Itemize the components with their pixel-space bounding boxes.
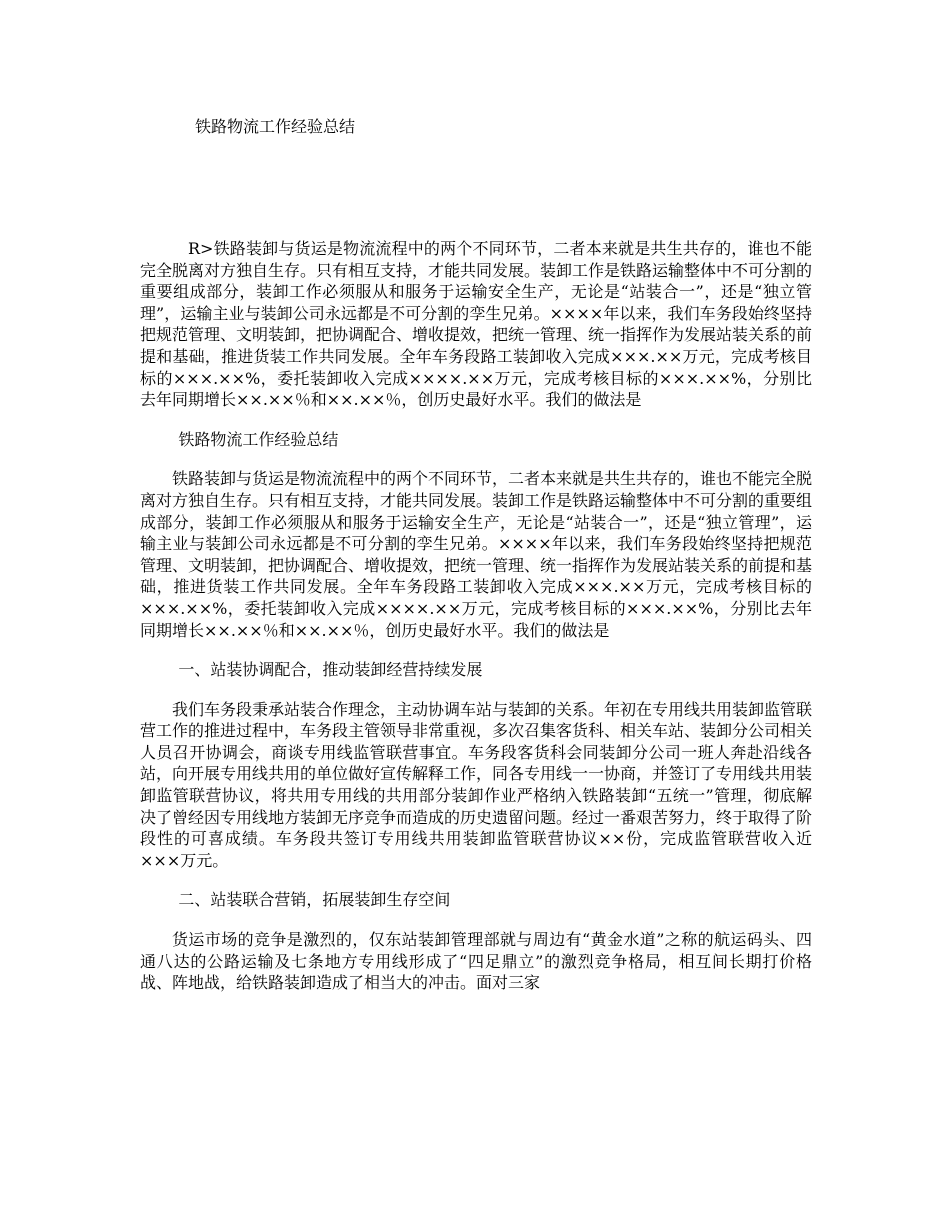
section-1-paragraph: 我们车务段秉承站装合作理念，主动协调车站与装卸的关系。年初在专用线共用装卸监管联营工作的推进过程中，车务段主管领导非常重视，多次召集客货科、相关车站、装卸分公司相关人员召开协调会，商谈专用线监管联营事宜。车务段客货科会同装卸分公司一班人奔赴沿线各站，向开展专用线共用的单位做好宣传解释工作，同各专用线一一协商，并签订了专用线共用装卸监管联营协议，将共用专用线的共用部分装卸作业严格纳入铁路装卸“五统一”管理，彻底解决了曾经因专用线地方装卸无序竞争而造成的历史遗留问题。经过一番艰苦努力，终于取得了阶段性的可喜成绩。车务段共签订专用线共用装卸监管联营协议××份，完成监管联营收入近×××万元。 [140,699,813,870]
intro-paragraph: R>铁路装卸与货运是物流流程中的两个不同环节，二者本来就是共生共存的，谁也不能完全脱离对方独自生存。只有相互支持，才能共同发展。装卸工作是铁路运输整体中不可分割的重要组成部分，装卸工作必须服从和服务于运输安全生产，无论是“站装合一”，还是“独立管理”，运输主业与装卸公司永远都是不可分割的孪生兄弟。××××年以来，我们车务段始终坚持把规范管理、文明装卸，把协调配合、增收提效，把统一管理、统一指挥作为发展站装关系的前提和基础，推进货装工作共同发展。全年车务段路工装卸收入完成×××.××万元，完成考核目标的×××.××%，委托装卸收入完成××××.××万元，完成考核目标的×××.××%，分别比去年同期增长××.××％和××.××％，创历史最好水平。我们的做法是 [140,239,813,410]
document-title: 铁路物流工作经验总结 [195,117,356,136]
section-2-heading: 二、站装联合营销，拓展装卸生存空间 [178,890,451,910]
repeat-title: 铁路物流工作经验总结 [178,429,339,449]
document-body [140,238,812,994]
section-1-heading: 一、站装协调配合，推动装卸经营持续发展 [178,660,483,680]
repeat-paragraph: 铁路装卸与货运是物流流程中的两个不同环节，二者本来就是共生共存的，谁也不能完全脱离对方独自生存。只有相互支持，才能共同发展。装卸工作是铁路运输整体中不可分割的重要组成部分，装卸工作必须服从和服务于运输安全生产，无论是“站装合一”，还是“独立管理”，运输主业与装卸公司永远都是不可分割的孪生兄弟。××××年以来，我们车务段始终坚持把规范管理、文明装卸，把协调配合、增收提效，把统一管理、统一指挥作为发展站装关系的前提和基础，推进货装工作共同发展。全年车务段路工装卸收入完成×××.××万元，完成考核目标的×××.××%，委托装卸收入完成××××.××万元，完成考核目标的×××.××%，分别比去年同期增长××.××％和××.××％，创历史最好水平。我们的做法是 [140,469,813,640]
section-2-paragraph: 货运市场的竞争是激烈的，仅东站装卸管理部就与周边有“黄金水道”之称的航运码头、四通八达的公路运输及七条地方专用线形成了“四足鼎立”的激烈竞争格局，相互间长期打价格战、阵地战，给铁路装卸造成了相当大的冲击。面对三家 [140,930,812,993]
